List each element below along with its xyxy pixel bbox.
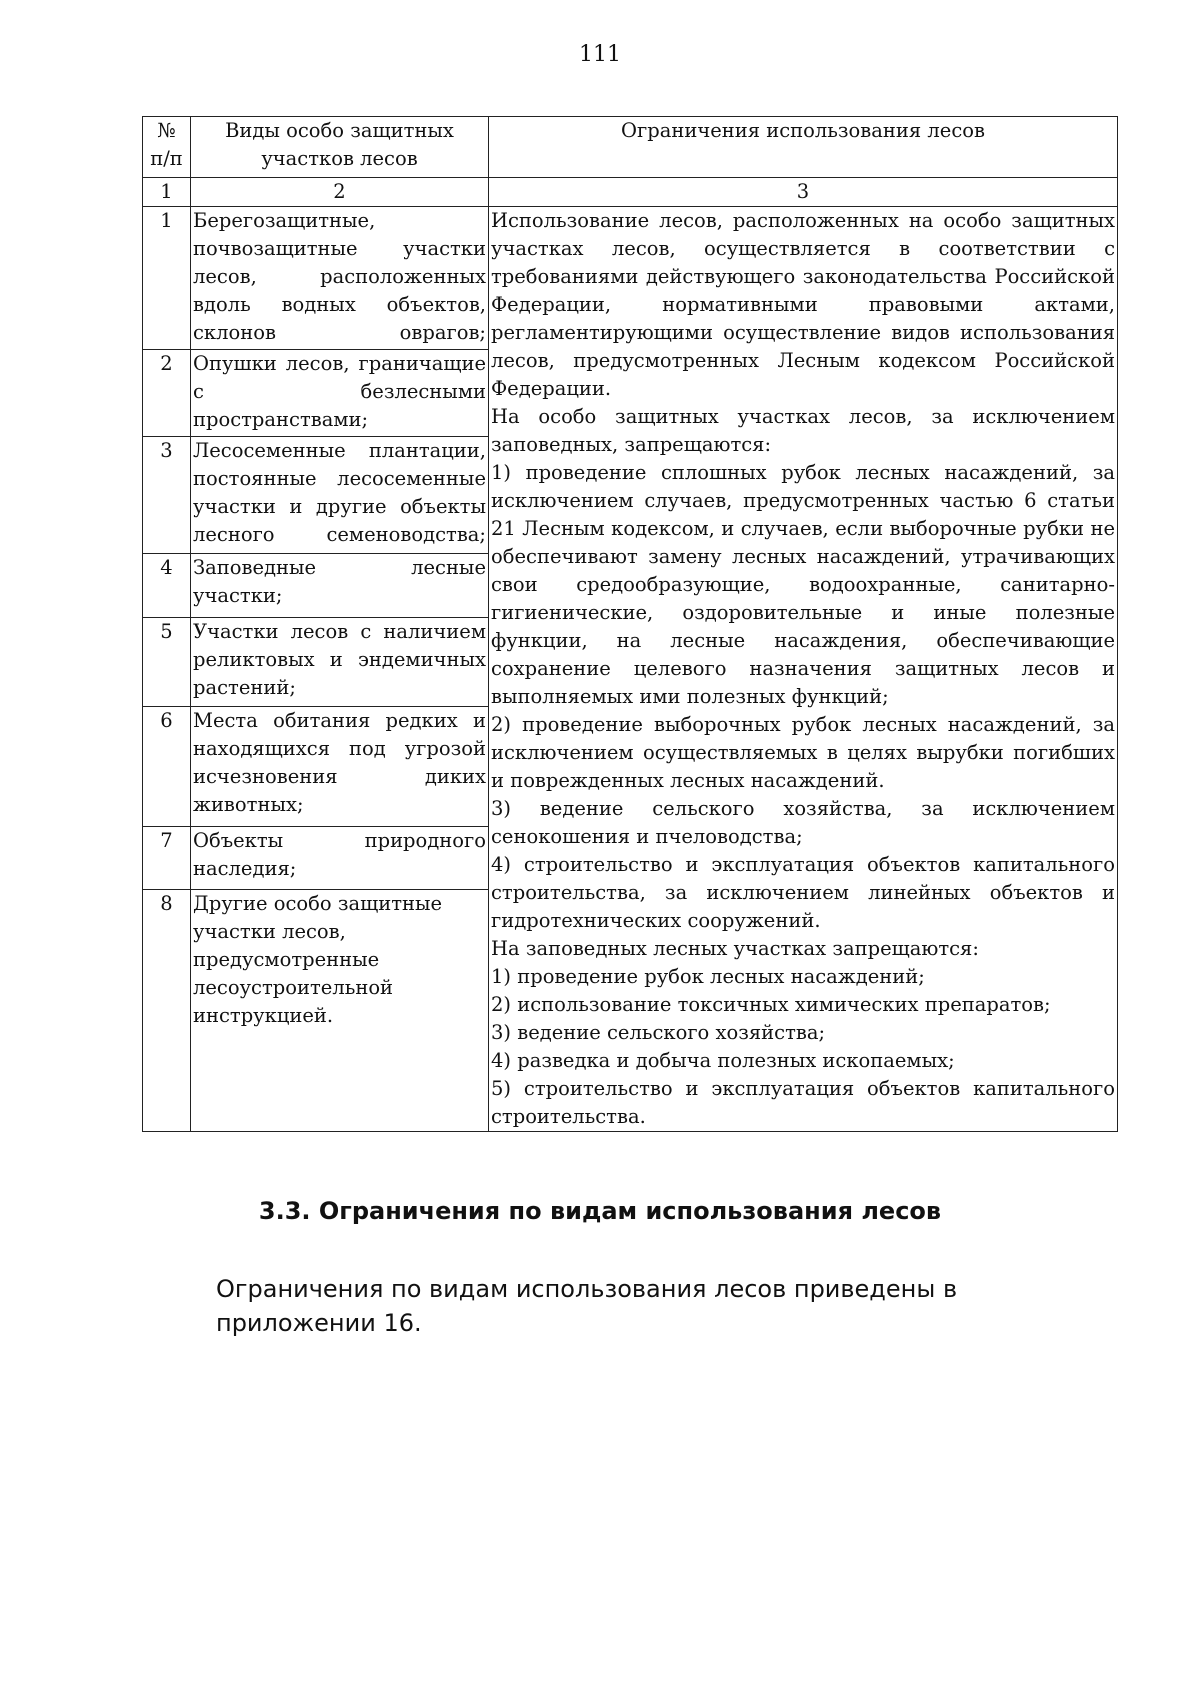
row-number: 7 (143, 826, 191, 889)
restriction-paragraph: На особо защитных участках лесов, за исключением заповедных, запрещаются: (491, 405, 1115, 456)
row-number: 6 (143, 706, 191, 826)
restriction-paragraph: 1) проведение рубок лесных насаждений; (491, 965, 925, 988)
restriction-paragraph: 1) проведение сплошных рубок лесных насаждений, за исключением случаев, предусмотренных частью 6 статьи 21 Лесным кодексом, и случаев, если выборочные рубки не обеспечивают замену лесных насаждений, утрачивающих свои средообразующие, водоохранные, санитарно-гигиенические, оздоровительные и иные полезные функции, на лесные насаждения, обеспечивающие сохранение целевого назначения защитных лесов и выполняемых ими полезных функций; (491, 461, 1115, 708)
restriction-paragraph: Использование лесов, расположенных на особо защитных участках лесов, осуществляется в соответствии с требованиями действующего законодательства Российской Федерации, нормативными правовыми актами, регламентирующими осуществление видов использования лесов, предусмотренных Лесным кодексом Российской Федерации. (491, 209, 1115, 400)
area-type-cell: Другие особо защитные участки лесов, предусмотренные лесоустроительной инструкцией. (191, 889, 489, 1131)
area-type-cell: Заповедные лесные участки; (191, 553, 489, 617)
header-number: № п/п (143, 117, 191, 178)
area-type-cell: Места обитания редких и находящихся под угрозой исчезновения диких животных; (191, 706, 489, 826)
column-number: 3 (489, 178, 1118, 207)
area-type-cell: Участки лесов с наличием реликтовых и эндемичных растений; (191, 617, 489, 706)
restrictions-cell (489, 207, 1118, 1132)
restriction-paragraph: 3) ведение сельского хозяйства, за исключением сенокошения и пчеловодства; (491, 797, 1115, 848)
row-number: 5 (143, 617, 191, 706)
row-number: 1 (143, 207, 191, 350)
restriction-paragraph: 2) использование токсичных химических препаратов; (491, 993, 1051, 1016)
restriction-paragraph: 2) проведение выборочных рубок лесных насаждений, за исключением осуществляемых в целях вырубки погибших и поврежденных лесных насаждений. (491, 713, 1115, 792)
forest-restrictions-table (142, 116, 1118, 1132)
row-number: 3 (143, 437, 191, 554)
row-number: 2 (143, 350, 191, 437)
area-type-cell: Объекты природного наследия; (191, 826, 489, 889)
restriction-paragraph: 4) строительство и эксплуатация объектов капитального строительства, за исключением линейных объектов и гидротехнических сооружений. (491, 853, 1115, 932)
table-header-row (143, 117, 1118, 178)
area-type-cell: Лесосеменные плантации, постоянные лесосеменные участки и другие объекты лесного семеноводства; (191, 437, 489, 554)
page-number: 111 (579, 42, 621, 67)
row-number: 8 (143, 889, 191, 1131)
section-paragraph: Ограничения по видам использования лесов приведены в приложении 16. (216, 1275, 958, 1337)
area-type-cell: Опушки лесов, граничащие с безлесными пространствами; (191, 350, 489, 437)
column-number: 2 (191, 178, 489, 207)
column-number: 1 (143, 178, 191, 207)
restriction-paragraph: 3) ведение сельского хозяйства; (491, 1021, 826, 1044)
header-restrictions: Ограничения использования лесов (489, 117, 1118, 178)
restriction-paragraph: На заповедных лесных участках запрещаются: (491, 937, 979, 960)
table-row (143, 207, 1118, 350)
area-type-cell: Берегозащитные, почвозащитные участки лесов, расположенных вдоль водных объектов, склонов оврагов; (191, 207, 489, 350)
header-area-types: Виды особо защитных участков лесов (191, 117, 489, 178)
section-heading: 3.3. Ограничения по видам использования лесов (258, 1197, 942, 1225)
row-number: 4 (143, 553, 191, 617)
column-number-row (143, 178, 1118, 207)
restriction-paragraph: 5) строительство и эксплуатация объектов капитального строительства. (491, 1077, 1115, 1128)
restriction-paragraph: 4) разведка и добыча полезных ископаемых; (491, 1049, 955, 1072)
